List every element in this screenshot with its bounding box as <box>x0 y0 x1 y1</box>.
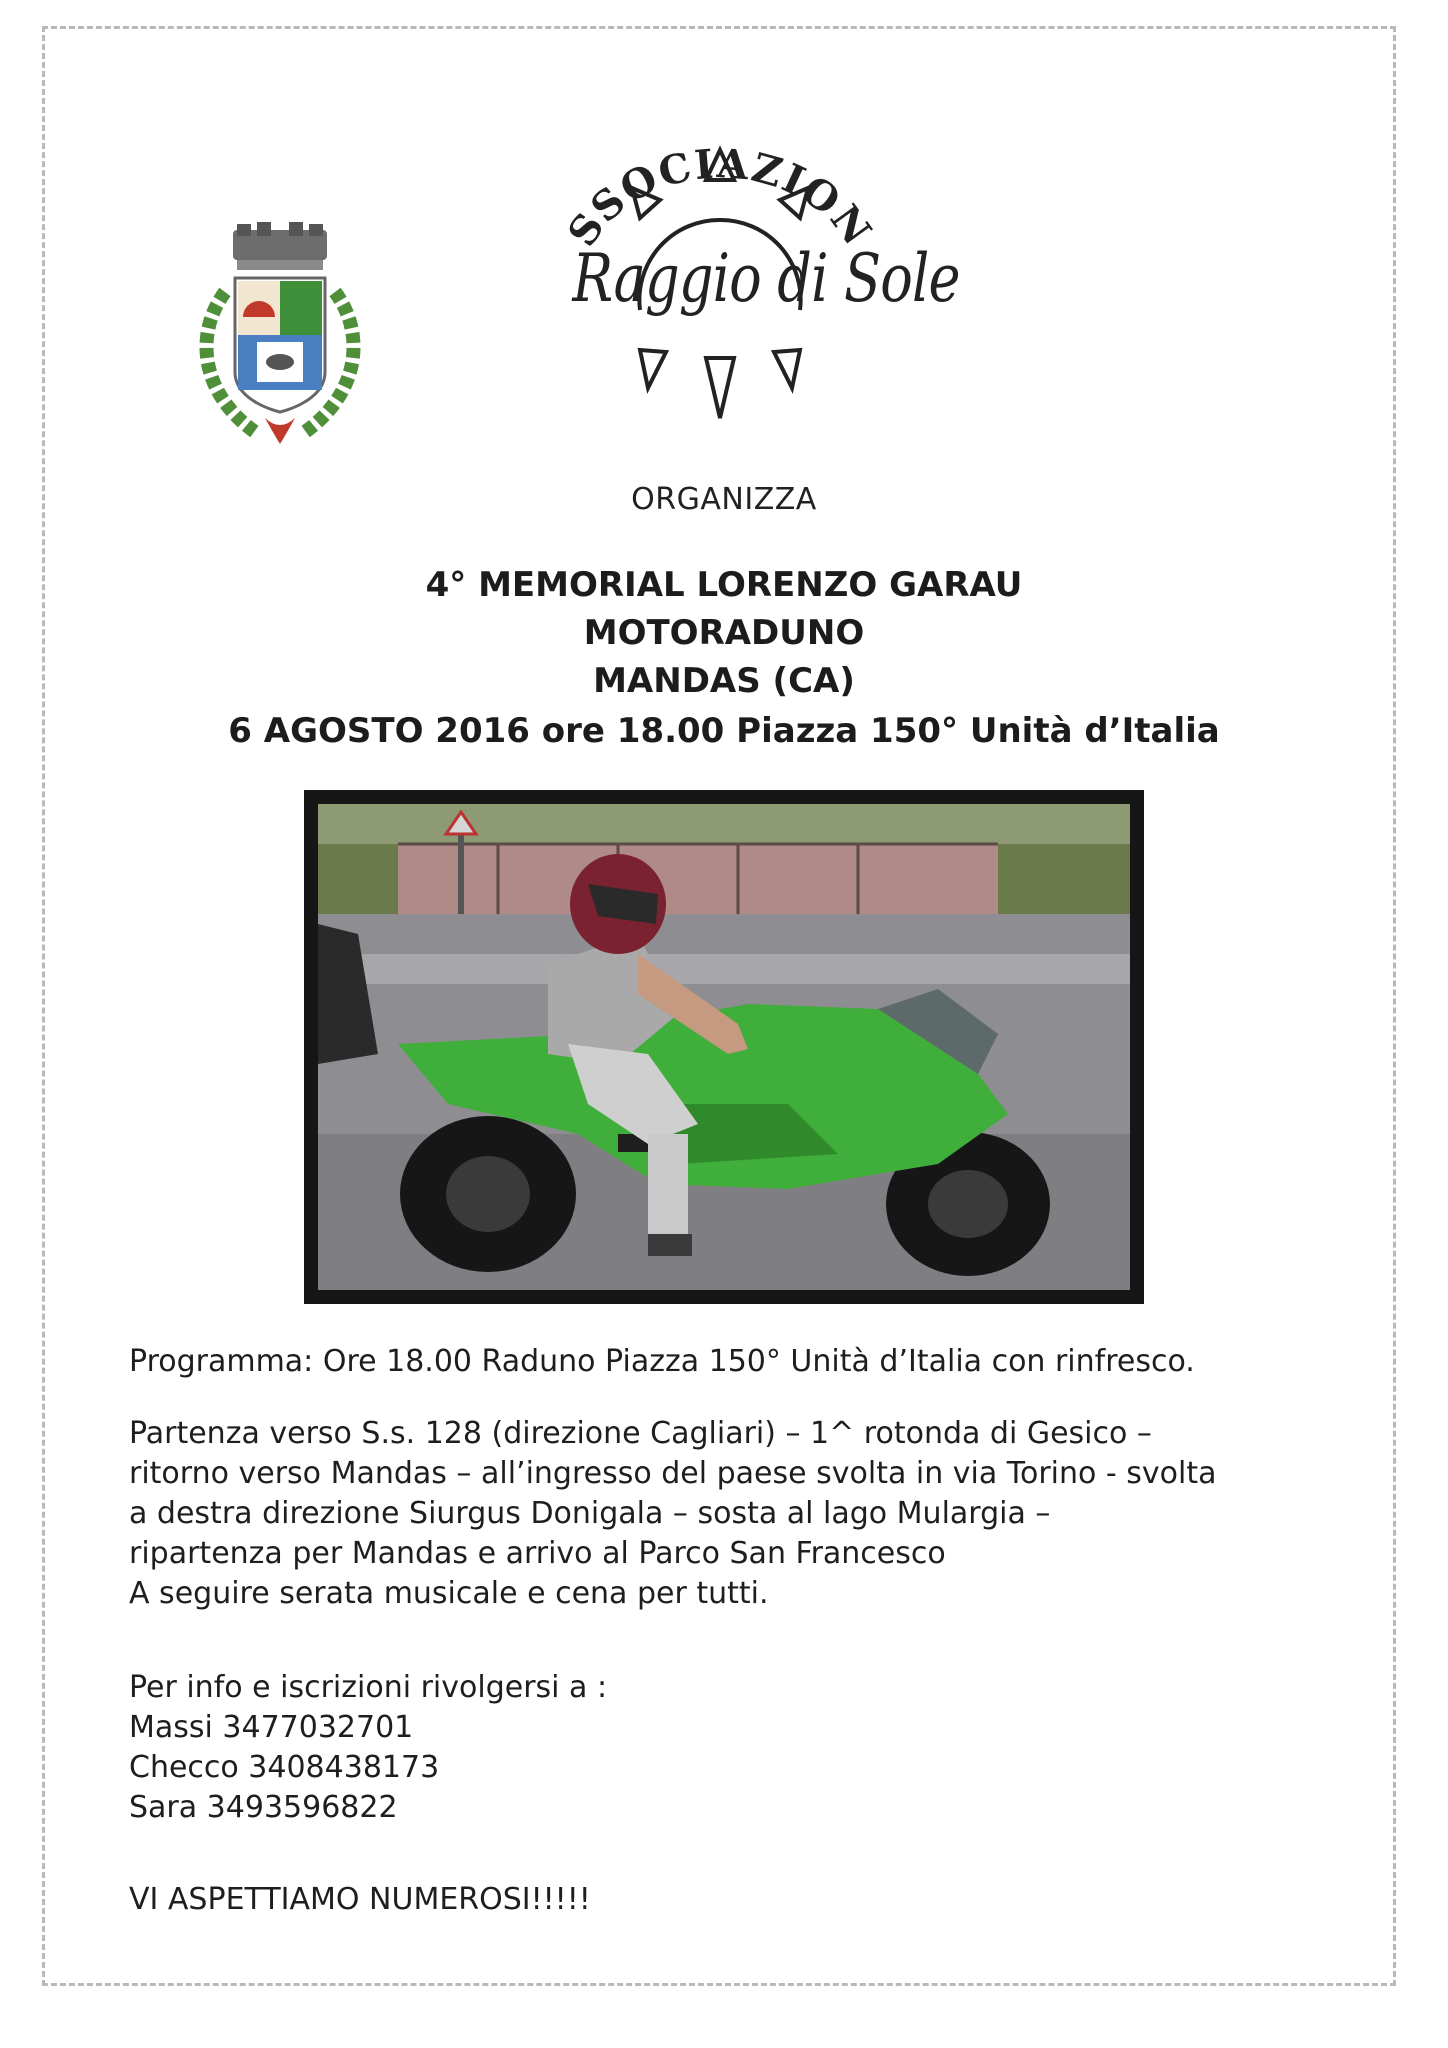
route-line: A seguire serata musicale e cena per tutti. <box>129 1576 769 1611</box>
route-line: ripartenza per Mandas e arrivo al Parco San Francesco <box>129 1536 946 1571</box>
event-date-line: 6 AGOSTO 2016 ore 18.00 Piazza 150° Unità d’Italia <box>228 711 1220 751</box>
rider-photo <box>304 790 1144 1304</box>
contact-list <box>129 1708 1329 1828</box>
route-description <box>129 1414 1329 1614</box>
event-subtitle: MOTORADUNO <box>583 613 865 653</box>
route-line: Partenza verso S.s. 128 (direzione Cagliari) – 1^ rotonda di Gesico – <box>129 1416 1152 1451</box>
logo-arc-text: SSOCIAZION <box>558 140 882 256</box>
svg-text:ASSOCIAZIONE <box>520 100 881 255</box>
closing-message: VI ASPETTIAMO NUMEROSI!!!!! <box>129 1882 591 1917</box>
program-intro: Programma: Ore 18.00 Raduno Piazza 150° Unità d’Italia con rinfresco. <box>129 1344 1195 1379</box>
logo-name: Raggio di Sole <box>572 240 960 317</box>
route-line: a destra direzione Siurgus Donigala – sosta al lago Mulargia – <box>129 1496 1051 1531</box>
event-title: 4° MEMORIAL LORENZO GARAU <box>425 565 1023 605</box>
contact-massi: Massi 3477032701 <box>129 1710 414 1745</box>
organizza-label: ORGANIZZA <box>631 482 817 517</box>
contact-checco: Checco 3408438173 <box>129 1750 440 1785</box>
event-place: MANDAS (CA) <box>593 661 855 701</box>
route-line: ritorno verso Mandas – all’ingresso del paese svolta in via Torino - svolta <box>129 1456 1217 1491</box>
contact-sara: Sara 3493596822 <box>129 1790 398 1825</box>
coat-of-arms-icon <box>185 222 375 452</box>
info-label: Per info e iscrizioni rivolgersi a : <box>129 1670 608 1705</box>
